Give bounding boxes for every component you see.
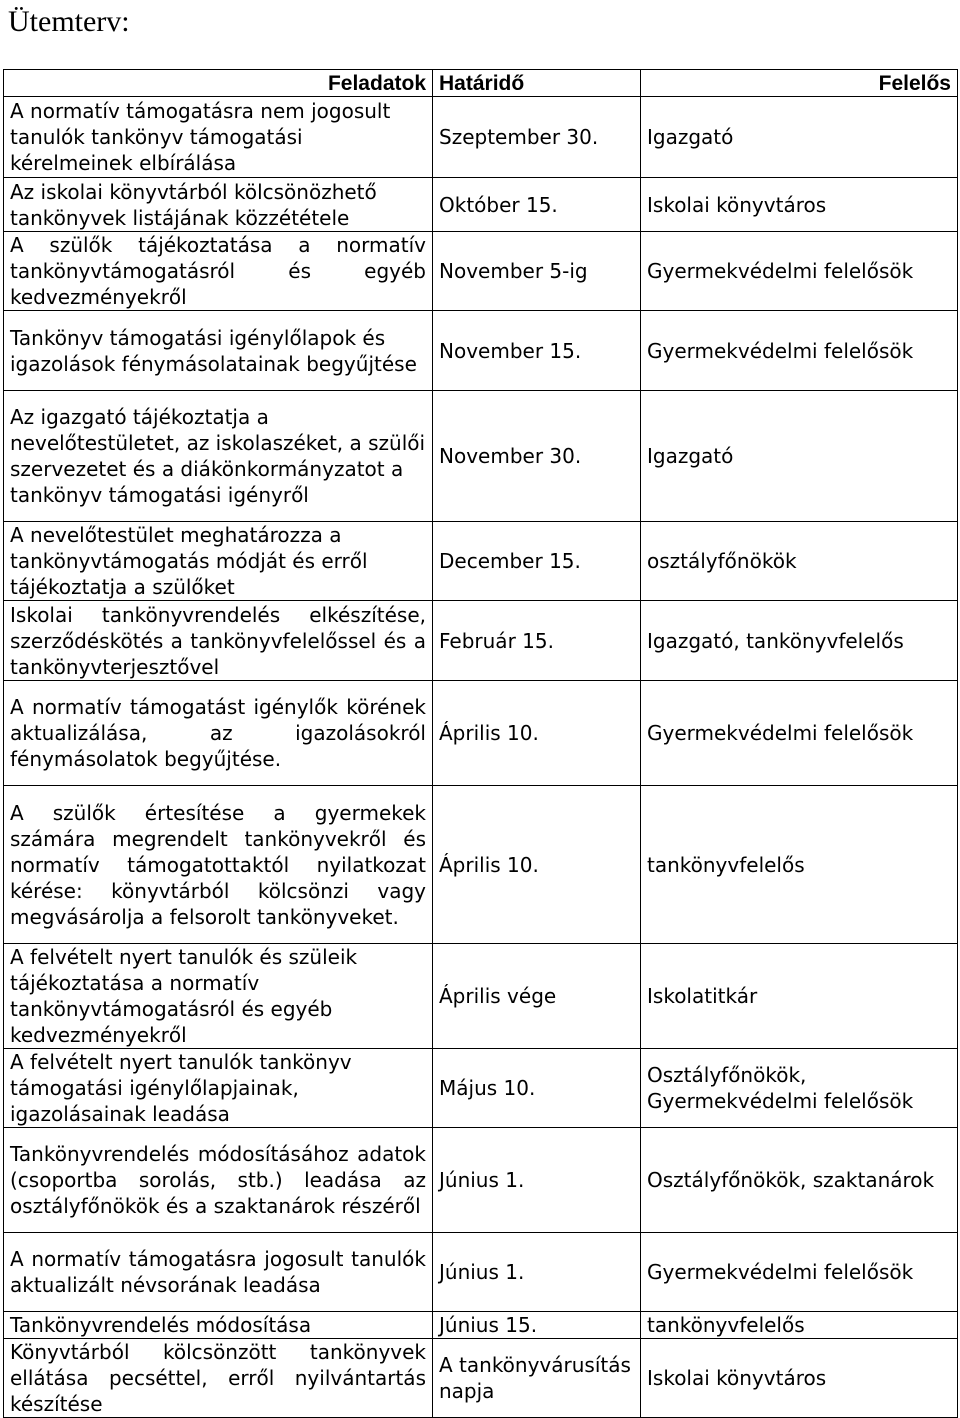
task-cell: A nevelőtestület meghatározza a tankönyvtámogatás módját és erről tájékoztatja a szülőket (4, 522, 433, 601)
task-cell: Tankönyvrendelés módosítása (4, 1312, 433, 1339)
table-row (4, 786, 958, 944)
task-cell: A szülők tájékoztatása a normatív tankönyvtámogatásról és egyéb kedvezményekről (4, 232, 433, 311)
task-cell: Tankönyvrendelés módosításához adatok (csoportba sorolás, stb.) leadása az osztályfőnökök és a szaktanárok részéről (4, 1128, 433, 1233)
deadline-cell: Április 10. (433, 786, 641, 944)
deadline-cell: Június 15. (433, 1312, 641, 1339)
deadline-cell: November 30. (433, 391, 641, 522)
owner-cell: Gyermekvédelmi felelősök (641, 1233, 958, 1312)
table-row (4, 1049, 958, 1128)
owner-cell: osztályfőnökök (641, 522, 958, 601)
table-row (4, 944, 958, 1049)
owner-cell: Iskolatitkár (641, 944, 958, 1049)
owner-cell: Gyermekvédelmi felelősök (641, 681, 958, 786)
deadline-cell: Szeptember 30. (433, 97, 641, 178)
table-row (4, 1233, 958, 1312)
table-row (4, 178, 958, 232)
table-header-row (4, 70, 958, 97)
owner-cell: Osztályfőnökök, szaktanárok (641, 1128, 958, 1233)
deadline-cell: Június 1. (433, 1233, 641, 1312)
header-tasks: Feladatok (4, 70, 433, 97)
table-row (4, 522, 958, 601)
deadline-cell: Május 10. (433, 1049, 641, 1128)
task-cell: Iskolai tankönyvrendelés elkészítése, szerződéskötés a tankönyvfelelőssel és a tankönyvterjesztővel (4, 601, 433, 681)
task-cell: Könyvtárból kölcsönzött tankönyvek ellátása pecséttel, erről nyilvántartás készítése (4, 1339, 433, 1418)
table-row (4, 391, 958, 522)
owner-cell: Gyermekvédelmi felelősök (641, 311, 958, 391)
task-cell: A szülők értesítése a gyermekek számára megrendelt tankönyvekről és normatív támogatottaktól nyilatkozat kérése: könyvtárból kölcsönzi vagy megvásárolja a felsorolt tankönyveket. (4, 786, 433, 944)
header-owner: Felelős (641, 70, 958, 97)
deadline-cell: Február 15. (433, 601, 641, 681)
table-row (4, 1339, 958, 1418)
table-row (4, 311, 958, 391)
task-cell: Az iskolai könyvtárból kölcsönözhető tankönyvek listájának közzététele (4, 178, 433, 232)
task-cell: Tankönyv támogatási igénylőlapok és igazolások fénymásolatainak begyűjtése (4, 311, 433, 391)
deadline-cell: Április 10. (433, 681, 641, 786)
header-deadline: Határidő (433, 70, 641, 97)
table-row (4, 1128, 958, 1233)
deadline-cell: Április vége (433, 944, 641, 1049)
page-title: Ütemterv: (8, 5, 130, 38)
task-cell: Az igazgató tájékoztatja a nevelőtestületet, az iskolaszéket, a szülői szervezetet és a diákönkormányzatot a tankönyv támogatási igényről (4, 391, 433, 522)
owner-cell: Osztályfőnökök, Gyermekvédelmi felelősök (641, 1049, 958, 1128)
owner-cell: Igazgató (641, 97, 958, 178)
table-row (4, 232, 958, 311)
schedule-table (3, 69, 958, 1418)
deadline-cell: A tankönyvárusítás napja (433, 1339, 641, 1418)
table-row (4, 601, 958, 681)
deadline-cell: November 15. (433, 311, 641, 391)
owner-cell: tankönyvfelelős (641, 786, 958, 944)
deadline-cell: Október 15. (433, 178, 641, 232)
task-cell: A normatív támogatásra nem jogosult tanulók tankönyv támogatási kérelmeinek elbírálása (4, 97, 433, 178)
table-row (4, 681, 958, 786)
owner-cell: Iskolai könyvtáros (641, 1339, 958, 1418)
task-cell: A normatív támogatásra jogosult tanulók aktualizált névsorának leadása (4, 1233, 433, 1312)
table-row (4, 1312, 958, 1339)
deadline-cell: December 15. (433, 522, 641, 601)
owner-cell: Igazgató (641, 391, 958, 522)
deadline-cell: Június 1. (433, 1128, 641, 1233)
deadline-cell: November 5-ig (433, 232, 641, 311)
task-cell: A normatív támogatást igénylők körének aktualizálása, az igazolásokról fénymásolatok begyűjtése. (4, 681, 433, 786)
owner-cell: tankönyvfelelős (641, 1312, 958, 1339)
task-cell: A felvételt nyert tanulók tankönyv támogatási igénylőlapjainak, igazolásainak leadása (4, 1049, 433, 1128)
table-row (4, 97, 958, 178)
task-cell: A felvételt nyert tanulók és szüleik tájékoztatása a normatív tankönyvtámogatásról és egyéb kedvezményekről (4, 944, 433, 1049)
owner-cell: Gyermekvédelmi felelősök (641, 232, 958, 311)
owner-cell: Iskolai könyvtáros (641, 178, 958, 232)
owner-cell: Igazgató, tankönyvfelelős (641, 601, 958, 681)
